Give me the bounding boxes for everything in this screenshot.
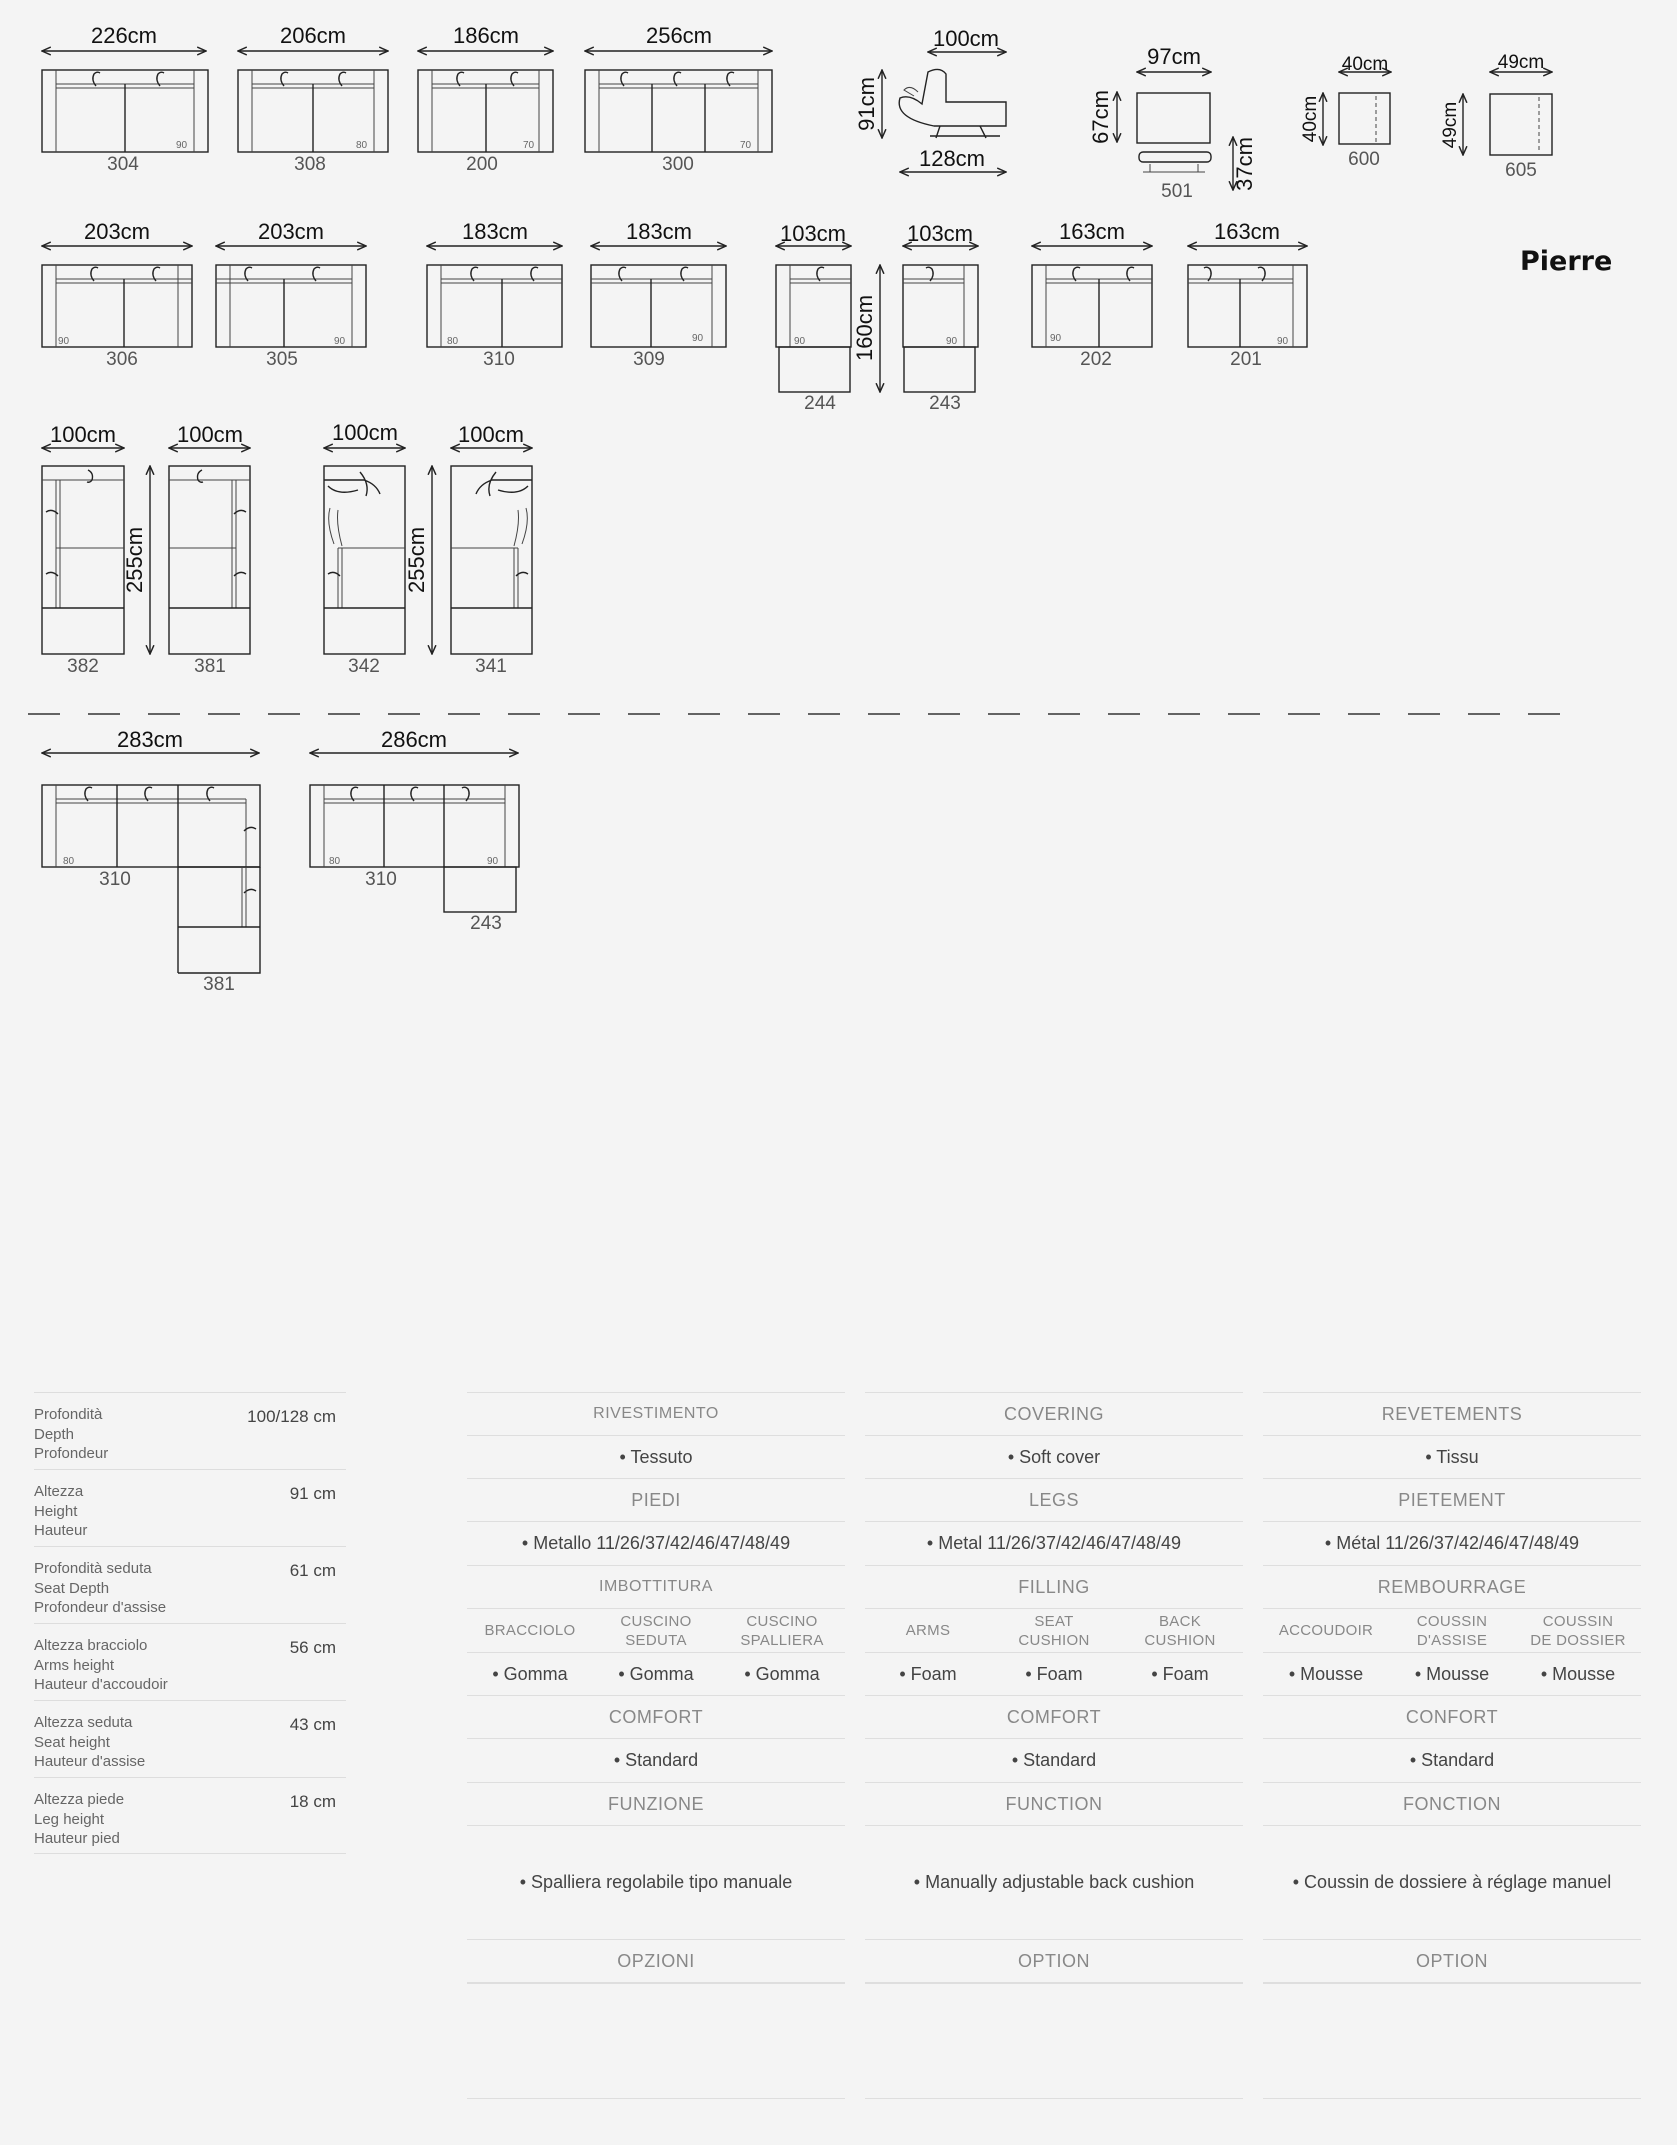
module-605 [1440, 52, 1552, 181]
svg-text:244: 244 [804, 393, 836, 414]
spec-column-fr [1263, 1392, 1641, 2099]
measure-row [34, 1623, 346, 1700]
measure-label-en: Height [34, 1502, 78, 1520]
back-heading-line2: DE DOSSIER [1530, 1631, 1626, 1649]
svg-text:600: 600 [1348, 149, 1380, 170]
back-value: • Foam [1151, 1663, 1209, 1684]
module-600 [1300, 54, 1391, 170]
svg-text:100cm: 100cm [331, 420, 399, 445]
svg-text:49cm: 49cm [1440, 101, 1461, 149]
comfort-value: • Standard [1409, 1750, 1495, 1770]
svg-text:128cm: 128cm [918, 146, 986, 171]
module-306 [42, 219, 192, 370]
svg-text:308: 308 [294, 154, 326, 175]
measure-row [34, 1392, 346, 1469]
option-heading: OPTION [1415, 1950, 1488, 1971]
svg-text:90: 90 [692, 333, 704, 344]
measure-label-en: Leg height [34, 1810, 105, 1828]
back-heading-line1: COUSSIN [1542, 1612, 1614, 1630]
svg-text:310: 310 [483, 349, 515, 370]
measure-label-it: Altezza seduta [34, 1714, 133, 1731]
option-area [865, 1983, 1243, 2099]
svg-text:304: 304 [107, 154, 139, 175]
comfort-value: • Standard [613, 1750, 699, 1770]
svg-text:100cm: 100cm [932, 26, 1000, 51]
module-diagrams [0, 0, 1677, 1000]
function-heading: FUNCTION [1005, 1793, 1103, 1814]
svg-text:90: 90 [1050, 333, 1062, 344]
back-heading-line2: SPALLIERA [740, 1631, 824, 1649]
recliner-side-view [854, 26, 1006, 172]
measure-value: 100/128 cm [247, 1407, 336, 1426]
measurements-table [34, 1392, 346, 1854]
svg-text:202: 202 [1080, 349, 1112, 370]
svg-text:381: 381 [203, 974, 235, 995]
option-area [467, 1983, 845, 2099]
covering-heading: REVETEMENTS [1381, 1403, 1523, 1424]
svg-text:100cm: 100cm [49, 422, 117, 447]
filling-heading: REMBOURRAGE [1377, 1576, 1527, 1597]
covering-value: • Tessuto [619, 1446, 693, 1467]
module-305 [216, 219, 366, 370]
measure-value: 18 cm [289, 1792, 336, 1811]
svg-text:305: 305 [266, 349, 298, 370]
measure-label-it: Profondità [34, 1406, 103, 1423]
svg-text:160cm: 160cm [852, 294, 877, 362]
measure-label-it: Altezza [34, 1483, 84, 1500]
measure-label-fr: Profondeur [34, 1445, 109, 1462]
covering-heading: COVERING [1003, 1403, 1104, 1424]
module-501 [1088, 44, 1257, 202]
svg-text:90: 90 [794, 336, 806, 347]
module-200 [418, 23, 553, 175]
svg-text:310: 310 [99, 869, 131, 890]
spec-column-it [467, 1392, 845, 2099]
svg-text:90: 90 [1277, 336, 1289, 347]
module-310 [427, 219, 562, 370]
option-heading: OPZIONI [617, 1950, 695, 1971]
option-heading: OPTION [1017, 1950, 1090, 1971]
filling-heading: IMBOTTITURA [599, 1578, 713, 1595]
back-heading-line2: CUSHION [1144, 1631, 1216, 1649]
arms-heading: BRACCIOLO [484, 1622, 576, 1639]
seat-value: • Mousse [1414, 1663, 1490, 1684]
spec-column-en [865, 1392, 1243, 2099]
composition-283 [42, 727, 260, 995]
svg-text:243: 243 [470, 913, 502, 934]
svg-text:310: 310 [365, 869, 397, 890]
svg-text:80: 80 [447, 336, 459, 347]
measure-row [34, 1777, 346, 1854]
filling-heading: FILLING [1018, 1576, 1090, 1597]
composition-286 [310, 727, 519, 934]
measure-label-it: Altezza piede [34, 1791, 125, 1808]
seat-value: • Foam [1025, 1663, 1083, 1684]
svg-text:80: 80 [356, 140, 368, 151]
option-area [1263, 1983, 1641, 2099]
seat-value: • Gomma [618, 1663, 694, 1684]
module-342 [324, 420, 432, 677]
measure-label-en: Seat Depth [34, 1579, 110, 1597]
svg-text:382: 382 [67, 656, 99, 677]
function-value: • Spalliera regolabile tipo manuale [519, 1872, 793, 1892]
legs-value: • Metal 11/26/37/42/46/47/48/49 [926, 1533, 1182, 1553]
svg-text:100cm: 100cm [457, 422, 525, 447]
legs-value: • Metallo 11/26/37/42/46/47/48/49 [521, 1533, 791, 1553]
svg-text:163cm: 163cm [1058, 219, 1126, 244]
svg-text:243: 243 [929, 393, 961, 414]
module-382 [42, 422, 150, 677]
svg-text:91cm: 91cm [854, 77, 879, 131]
measure-row [34, 1546, 346, 1623]
measure-label-en: Seat height [34, 1733, 110, 1751]
function-value: • Coussin de dossiere à réglage manuel [1292, 1872, 1612, 1892]
svg-text:103cm: 103cm [779, 221, 847, 246]
seat-heading-line2: CUSHION [1018, 1631, 1090, 1649]
seat-heading-line1: COUSSIN [1416, 1612, 1488, 1630]
measure-label-fr: Hauteur d'accoudoir [34, 1676, 168, 1693]
svg-text:163cm: 163cm [1213, 219, 1281, 244]
function-heading: FONCTION [1403, 1793, 1501, 1814]
svg-text:103cm: 103cm [906, 221, 974, 246]
svg-text:70: 70 [523, 140, 535, 151]
svg-text:67cm: 67cm [1088, 90, 1113, 144]
function-heading: FUNZIONE [608, 1793, 704, 1814]
arms-value: • Mousse [1288, 1663, 1364, 1684]
function-value: • Manually adjustable back cushion [913, 1872, 1195, 1892]
seat-heading-line2: SEDUTA [625, 1631, 687, 1649]
svg-text:501: 501 [1161, 181, 1193, 202]
measure-value: 91 cm [289, 1484, 336, 1503]
svg-text:203cm: 203cm [257, 219, 325, 244]
svg-text:342: 342 [348, 656, 380, 677]
svg-text:341: 341 [475, 656, 507, 677]
measure-label-en: Arms height [34, 1656, 115, 1674]
svg-text:226cm: 226cm [90, 23, 158, 48]
measure-label-it: Profondità seduta [34, 1560, 152, 1577]
module-341 [451, 422, 532, 677]
svg-text:203cm: 203cm [83, 219, 151, 244]
legs-heading: PIEDI [631, 1489, 681, 1510]
svg-text:201: 201 [1230, 349, 1262, 370]
measure-label-fr: Hauteur d'assise [34, 1753, 146, 1770]
arms-heading: ACCOUDOIR [1278, 1622, 1374, 1639]
back-heading-line1: CUSCINO [746, 1612, 818, 1630]
svg-text:49cm: 49cm [1497, 52, 1545, 73]
covering-value: • Soft cover [1007, 1446, 1101, 1467]
legs-heading: PIETEMENT [1398, 1489, 1506, 1510]
svg-text:306: 306 [106, 349, 138, 370]
seat-heading-line1: SEAT [1034, 1612, 1074, 1630]
svg-text:183cm: 183cm [461, 219, 529, 244]
svg-text:255cm: 255cm [404, 526, 429, 594]
measure-value: 43 cm [289, 1715, 336, 1734]
arms-value: • Foam [899, 1663, 957, 1684]
svg-text:90: 90 [334, 336, 346, 347]
back-value: • Gomma [744, 1663, 820, 1684]
covering-value: • Tissu [1425, 1446, 1479, 1467]
svg-text:37cm: 37cm [1232, 137, 1257, 191]
measure-label-it: Altezza bracciolo [34, 1637, 148, 1654]
comfort-heading: CONFORT [1405, 1706, 1499, 1727]
back-value: • Mousse [1540, 1663, 1616, 1684]
svg-text:90: 90 [58, 336, 70, 347]
legs-heading: LEGS [1028, 1489, 1080, 1510]
measure-label-fr: Hauteur [34, 1522, 88, 1539]
svg-text:100cm: 100cm [176, 422, 244, 447]
svg-text:256cm: 256cm [645, 23, 713, 48]
measure-row [34, 1700, 346, 1777]
brand-name: Pierre [1520, 246, 1613, 277]
covering-heading: RIVESTIMENTO [593, 1405, 719, 1422]
comfort-value: • Standard [1011, 1750, 1097, 1770]
svg-text:90: 90 [946, 336, 958, 347]
svg-text:97cm: 97cm [1147, 44, 1201, 69]
svg-text:300: 300 [662, 154, 694, 175]
svg-text:80: 80 [329, 856, 341, 867]
module-201 [1188, 219, 1307, 370]
svg-text:381: 381 [194, 656, 226, 677]
measure-value: 56 cm [289, 1638, 336, 1657]
svg-text:40cm: 40cm [1341, 54, 1389, 75]
module-202 [1032, 219, 1152, 370]
module-308 [238, 23, 388, 175]
svg-text:90: 90 [176, 140, 188, 151]
measure-value: 61 cm [289, 1561, 336, 1580]
back-heading-line1: BACK [1158, 1612, 1202, 1630]
svg-text:309: 309 [633, 349, 665, 370]
svg-text:80: 80 [63, 856, 75, 867]
svg-text:70: 70 [740, 140, 752, 151]
module-381 [169, 422, 250, 677]
svg-text:90: 90 [487, 856, 499, 867]
svg-text:255cm: 255cm [122, 526, 147, 594]
seat-heading-line2: D'ASSISE [1416, 1631, 1488, 1649]
comfort-heading: COMFORT [1006, 1706, 1102, 1727]
svg-text:200: 200 [466, 154, 498, 175]
seat-heading-line1: CUSCINO [620, 1612, 692, 1630]
svg-text:206cm: 206cm [279, 23, 347, 48]
module-304 [42, 23, 208, 175]
measure-row [34, 1469, 346, 1546]
arms-value: • Gomma [492, 1663, 568, 1684]
svg-text:183cm: 183cm [625, 219, 693, 244]
svg-text:40cm: 40cm [1300, 95, 1321, 143]
module-243 [903, 221, 978, 414]
module-300 [585, 23, 772, 175]
legs-value: • Métal 11/26/37/42/46/47/48/49 [1324, 1533, 1580, 1553]
module-244 [776, 221, 880, 414]
svg-text:286cm: 286cm [380, 727, 448, 752]
measure-label-fr: Profondeur d'assise [34, 1599, 167, 1616]
svg-text:605: 605 [1505, 160, 1537, 181]
module-309 [591, 219, 726, 370]
svg-text:283cm: 283cm [116, 727, 184, 752]
measure-label-fr: Hauteur pied [34, 1830, 120, 1847]
comfort-heading: COMFORT [608, 1706, 704, 1727]
svg-text:186cm: 186cm [452, 23, 520, 48]
measure-label-en: Depth [34, 1425, 75, 1443]
arms-heading: ARMS [905, 1622, 951, 1639]
